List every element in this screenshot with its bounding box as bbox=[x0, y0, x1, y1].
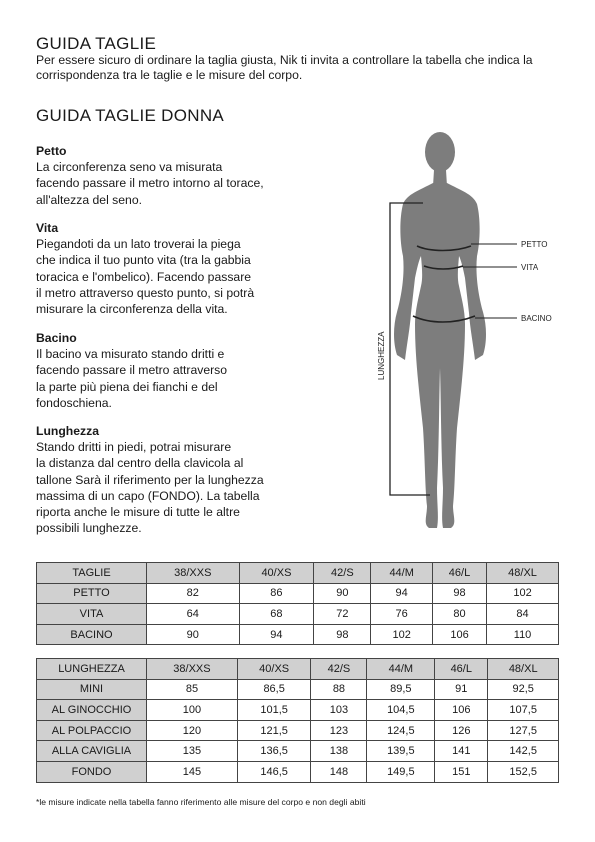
section-heading: Vita bbox=[36, 221, 59, 235]
row-label: AL GINOCCHIO bbox=[37, 700, 147, 721]
section-line: misurare la circonferenza della vita. bbox=[36, 302, 228, 317]
section-line: Stando dritti in piedi, potrai misurare bbox=[36, 440, 232, 455]
section-line: massima di un capo (FONDO). La tabella bbox=[36, 488, 260, 503]
woman-silhouette-icon bbox=[394, 132, 486, 528]
table-cell: 89,5 bbox=[367, 679, 435, 700]
row-label: ALLA CAVIGLIA bbox=[37, 741, 147, 762]
table-cell: 80 bbox=[432, 604, 486, 625]
table-cell: 127,5 bbox=[488, 720, 559, 741]
section-line: che indica il tuo punto vita (tra la gabbia bbox=[36, 253, 251, 268]
intro-text: Per essere sicuro di ordinare la taglia giusta, Nik ti invita a controllare la tabella che indica la corrispondenza tra le taglie e le misure del corpo. bbox=[36, 53, 533, 82]
table-header-row bbox=[37, 659, 559, 680]
section-line: Il bacino va misurato stando dritti e bbox=[36, 347, 225, 362]
table-cell: 138 bbox=[311, 741, 367, 762]
section-bacino bbox=[36, 330, 306, 411]
table-header-cell: 38/XXS bbox=[147, 659, 238, 680]
table-row bbox=[37, 761, 559, 782]
section-heading: Lunghezza bbox=[36, 424, 99, 438]
table-cell: 104,5 bbox=[367, 700, 435, 721]
table-cell: 141 bbox=[435, 741, 488, 762]
section-line: La circonferenza seno va misurata bbox=[36, 160, 223, 175]
table-cell: 84 bbox=[487, 604, 559, 625]
table-cell: 82 bbox=[147, 583, 240, 604]
table-row bbox=[37, 720, 559, 741]
table-header-cell: 44/M bbox=[371, 563, 433, 584]
table-cell: 110 bbox=[487, 624, 559, 645]
table-cell: 76 bbox=[371, 604, 433, 625]
section-line: tallone Sarà il riferimento per la lunghezza bbox=[36, 472, 264, 487]
table-cell: 100 bbox=[147, 700, 238, 721]
table-row bbox=[37, 741, 559, 762]
section-line: la parte più piena dei fianchi e del bbox=[36, 379, 218, 394]
table-header-cell: 48/XL bbox=[487, 563, 559, 584]
table-cell: 98 bbox=[314, 624, 371, 645]
table-cell: 86,5 bbox=[237, 679, 310, 700]
table-cell: 106 bbox=[435, 700, 488, 721]
section-title: GUIDA TAGLIE DONNA bbox=[36, 106, 225, 125]
table-header-cell: 46/L bbox=[432, 563, 486, 584]
section-line: possibili lunghezze. bbox=[36, 521, 142, 536]
table-cell: 72 bbox=[314, 604, 371, 625]
table-cell: 64 bbox=[147, 604, 240, 625]
lunghezza-label: LUNGHEZZA bbox=[377, 331, 386, 380]
table-header-cell: 46/L bbox=[435, 659, 488, 680]
table-row bbox=[37, 679, 559, 700]
table-header-cell: 44/M bbox=[367, 659, 435, 680]
table-row bbox=[37, 604, 559, 625]
section-petto bbox=[36, 143, 306, 208]
table-header-cell: 38/XXS bbox=[147, 563, 240, 584]
table-cell: 149,5 bbox=[367, 761, 435, 782]
table-cell: 68 bbox=[239, 604, 314, 625]
table-cell: 86 bbox=[239, 583, 314, 604]
table-cell: 107,5 bbox=[488, 700, 559, 721]
table-cell: 90 bbox=[147, 624, 240, 645]
table-cell: 92,5 bbox=[488, 679, 559, 700]
row-label: PETTO bbox=[37, 583, 147, 604]
table-cell: 152,5 bbox=[488, 761, 559, 782]
table-header-row bbox=[37, 563, 559, 584]
section-line: il metro attraverso questo punto, si potrà bbox=[36, 285, 255, 300]
page-title: GUIDA TAGLIE bbox=[36, 34, 157, 53]
table-cell: 90 bbox=[314, 583, 371, 604]
table-cell: 94 bbox=[239, 624, 314, 645]
section-line: riporta anche le misure di tutte le altre bbox=[36, 505, 240, 520]
table-header-cell: TAGLIE bbox=[37, 563, 147, 584]
table-cell: 91 bbox=[435, 679, 488, 700]
section-line: fondoschiena. bbox=[36, 395, 112, 410]
table-cell: 139,5 bbox=[367, 741, 435, 762]
bacino-label: BACINO bbox=[521, 314, 552, 323]
footnote: *le misure indicate nella tabella fanno riferimento alle misure del corpo e non degli abiti bbox=[36, 797, 366, 807]
vita-label: VITA bbox=[521, 263, 539, 272]
table-cell: 151 bbox=[435, 761, 488, 782]
table-cell: 126 bbox=[435, 720, 488, 741]
table-cell: 102 bbox=[371, 624, 433, 645]
table-cell: 146,5 bbox=[237, 761, 310, 782]
petto-label: PETTO bbox=[521, 240, 548, 249]
table-row bbox=[37, 583, 559, 604]
section-line: facendo passare il metro attraverso bbox=[36, 363, 228, 378]
section-heading: Petto bbox=[36, 144, 67, 158]
row-label: MINI bbox=[37, 679, 147, 700]
table-cell: 94 bbox=[371, 583, 433, 604]
row-label: VITA bbox=[37, 604, 147, 625]
table-cell: 142,5 bbox=[488, 741, 559, 762]
lengths-table bbox=[36, 658, 559, 783]
table-cell: 106 bbox=[432, 624, 486, 645]
section-line: facendo passare il metro intorno al torace, bbox=[36, 176, 264, 191]
table-header-cell: 42/S bbox=[314, 563, 371, 584]
table-row bbox=[37, 700, 559, 721]
row-label: BACINO bbox=[37, 624, 147, 645]
row-label: AL POLPACCIO bbox=[37, 720, 147, 741]
table-cell: 121,5 bbox=[237, 720, 310, 741]
table-cell: 103 bbox=[311, 700, 367, 721]
section-lunghezza bbox=[36, 423, 306, 536]
section-vita bbox=[36, 220, 306, 317]
table-header-cell: 42/S bbox=[311, 659, 367, 680]
table-cell: 101,5 bbox=[237, 700, 310, 721]
row-label: FONDO bbox=[37, 761, 147, 782]
section-line: la distanza dal centro della clavicola al bbox=[36, 456, 244, 471]
section-line: all'altezza del seno. bbox=[36, 192, 142, 207]
table-cell: 102 bbox=[487, 583, 559, 604]
table-cell: 148 bbox=[311, 761, 367, 782]
table-header-cell: 48/XL bbox=[488, 659, 559, 680]
body-silhouette-figure bbox=[355, 128, 570, 540]
table-cell: 98 bbox=[432, 583, 486, 604]
table-cell: 145 bbox=[147, 761, 238, 782]
table-cell: 120 bbox=[147, 720, 238, 741]
table-row bbox=[37, 624, 559, 645]
table-cell: 124,5 bbox=[367, 720, 435, 741]
table-header-cell: 40/XS bbox=[237, 659, 310, 680]
table-cell: 136,5 bbox=[237, 741, 310, 762]
table-header-cell: 40/XS bbox=[239, 563, 314, 584]
sizes-table bbox=[36, 562, 559, 645]
section-line: toracica e l'ombelico). Facendo passare bbox=[36, 269, 252, 284]
table-header-cell: LUNGHEZZA bbox=[37, 659, 147, 680]
table-cell: 88 bbox=[311, 679, 367, 700]
table-cell: 135 bbox=[147, 741, 238, 762]
table-cell: 123 bbox=[311, 720, 367, 741]
section-line: Piegandoti da un lato troverai la piega bbox=[36, 237, 241, 252]
section-heading: Bacino bbox=[36, 331, 77, 345]
table-cell: 85 bbox=[147, 679, 238, 700]
